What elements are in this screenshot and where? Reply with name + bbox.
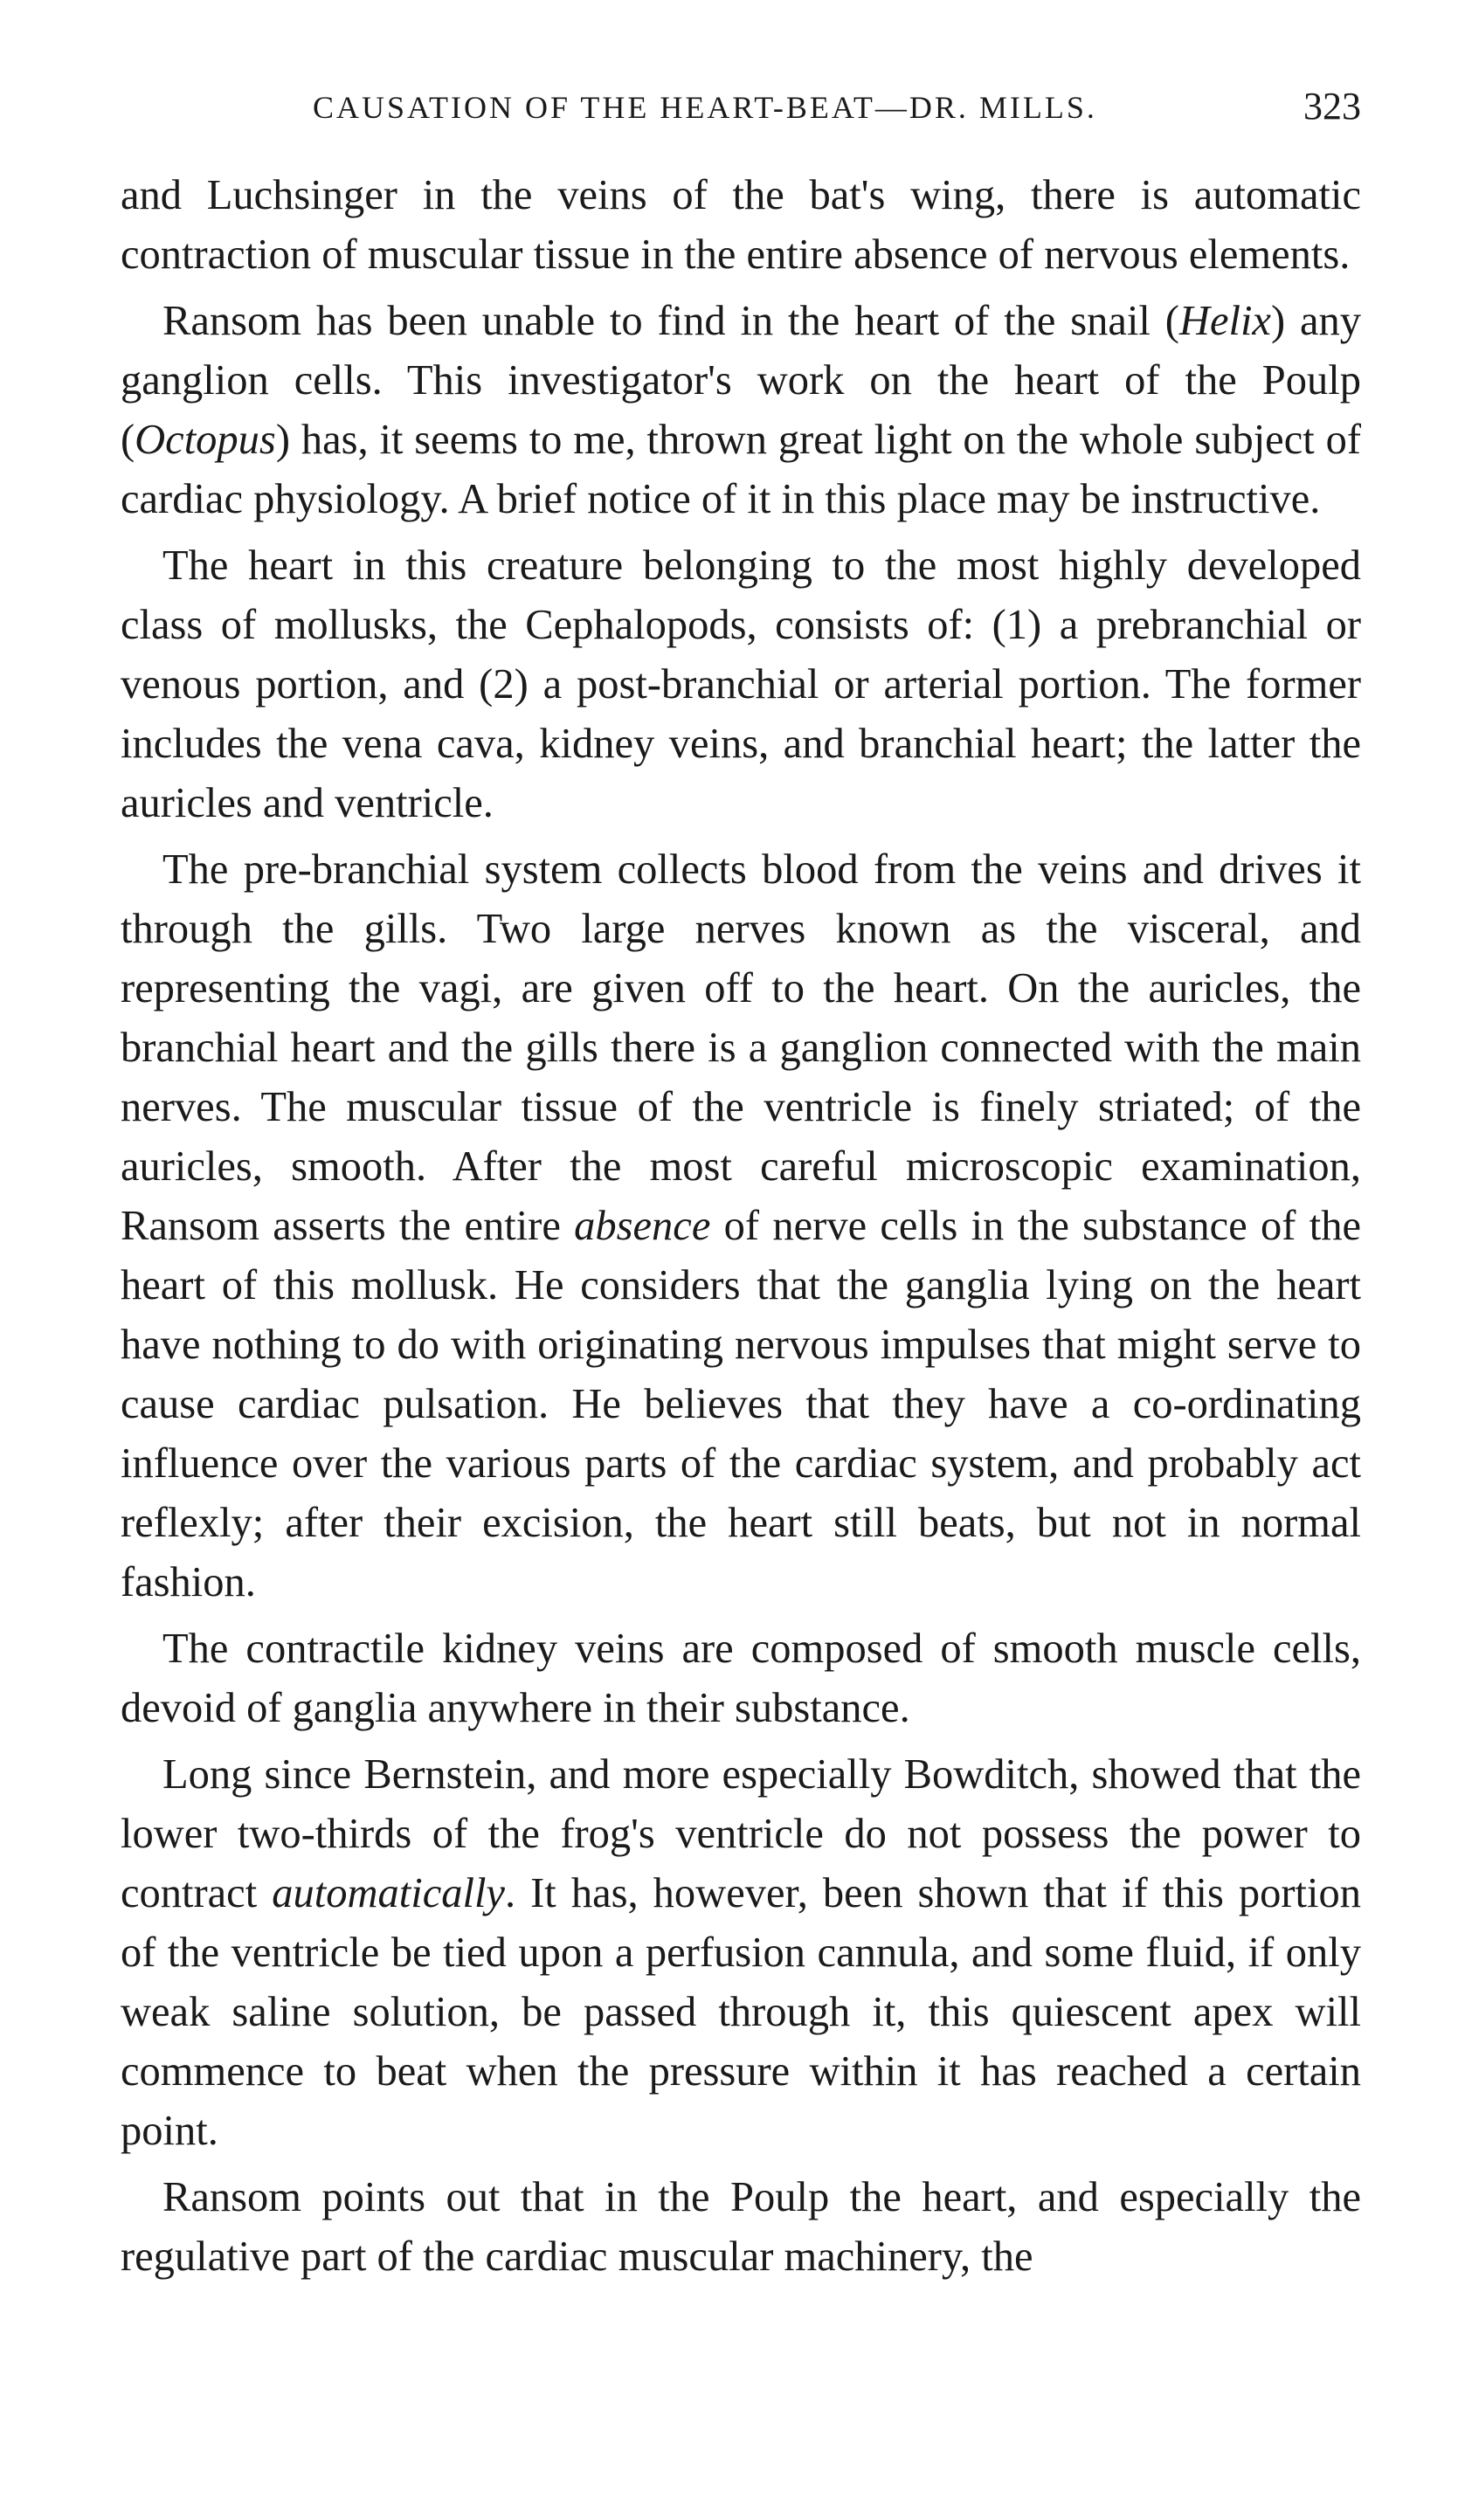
paragraph-4 [121, 840, 1361, 1612]
paragraph-6 [121, 1745, 1361, 2161]
paragraph-4-text-part-2: of nerve cells in the substance of the heart of this mollusk. He considers that the ganglia lying on the heart have nothing to do with originating nervous impulses that might serve to cause cardiac pulsation. He believes that they have a co-ordinating influence over the various parts of the cardiac system, and probably act reflexly; after their excision, the heart still beats, but not in normal fashion. [121, 1203, 1361, 1605]
paragraph-2-italic-helix: Helix [1178, 298, 1271, 344]
paragraph-2 [121, 292, 1361, 529]
paragraph-6-text-part-2: . It has, however, been shown that if this portion of the ventricle be tied upon a perfusion cannula, and some fluid, if only weak saline solution, be passed through it, this quiescent apex will commence to beat when the pressure within it has reached a certain point. [121, 1870, 1361, 2154]
paragraph-6-italic-automatically: automatically [272, 1870, 505, 1916]
paragraph-5-text: The contractile kidney veins are composed of smooth muscle cells, devoid of ganglia anywhere in their substance. [121, 1626, 1361, 1731]
paragraph-2-italic-octopus: Octopus [135, 417, 276, 463]
page-number: 323 [1303, 85, 1361, 128]
page-header [121, 84, 1361, 136]
paragraph-2-text-part-2: ) any ganglion cells. This investigator's work on the heart of the Poulp ( [121, 298, 1361, 463]
paragraph-5 [121, 1619, 1361, 1738]
paragraph-6-text-part-1: Long since Bernstein, and more especially Bowditch, showed that the lower two-thirds of the frog's ventricle do not possess the power to contract [121, 1751, 1361, 1916]
paragraph-7 [121, 2168, 1361, 2287]
paragraph-2-text-part-3: ) has, it seems to me, thrown great light on the whole subject of cardiac physiology. A brief notice of it in this place may be instructive. [121, 417, 1361, 522]
paragraph-4-text-part-1: The pre-branchial system collects blood from the veins and drives it through the gills. Two large nerves known as the visceral, and representing the vagi, are given off to the heart. On the auricles, the branchial heart and the gills there is a ganglion connected with the main nerves. The muscular tissue of the ventricle is finely striated; of the auricles, smooth. After the most careful microscopic examination, Ransom asserts the entire [121, 846, 1361, 1249]
paragraph-3-text: The heart in this creature belonging to the most highly developed class of mollusks, the Cephalopods, consists of: (1) a prebranchial or venous portion, and (2) a post-branchial or arterial portion. The former includes the vena cava, kidney veins, and branchial heart; the latter the auricles and ventricle. [121, 542, 1361, 826]
paragraph-1-text: and Luchsinger in the veins of the bat's wing, there is automatic contraction of muscular tissue in the entire absence of nervous elements. [121, 172, 1361, 278]
paragraph-4-italic-absence: absence [574, 1203, 711, 1249]
body-text [121, 166, 1361, 2287]
paragraph-2-text-part-1: Ransom has been unable to find in the heart of the snail ( [162, 298, 1179, 344]
paragraph-3 [121, 536, 1361, 833]
running-title: CAUSATION OF THE HEART-BEAT—DR. MILLS. [313, 90, 1097, 125]
paragraph-1 [121, 166, 1361, 285]
paragraph-7-text: Ransom points out that in the Poulp the heart, and especially the regulative part of the cardiac muscular machinery, the [121, 2174, 1361, 2280]
